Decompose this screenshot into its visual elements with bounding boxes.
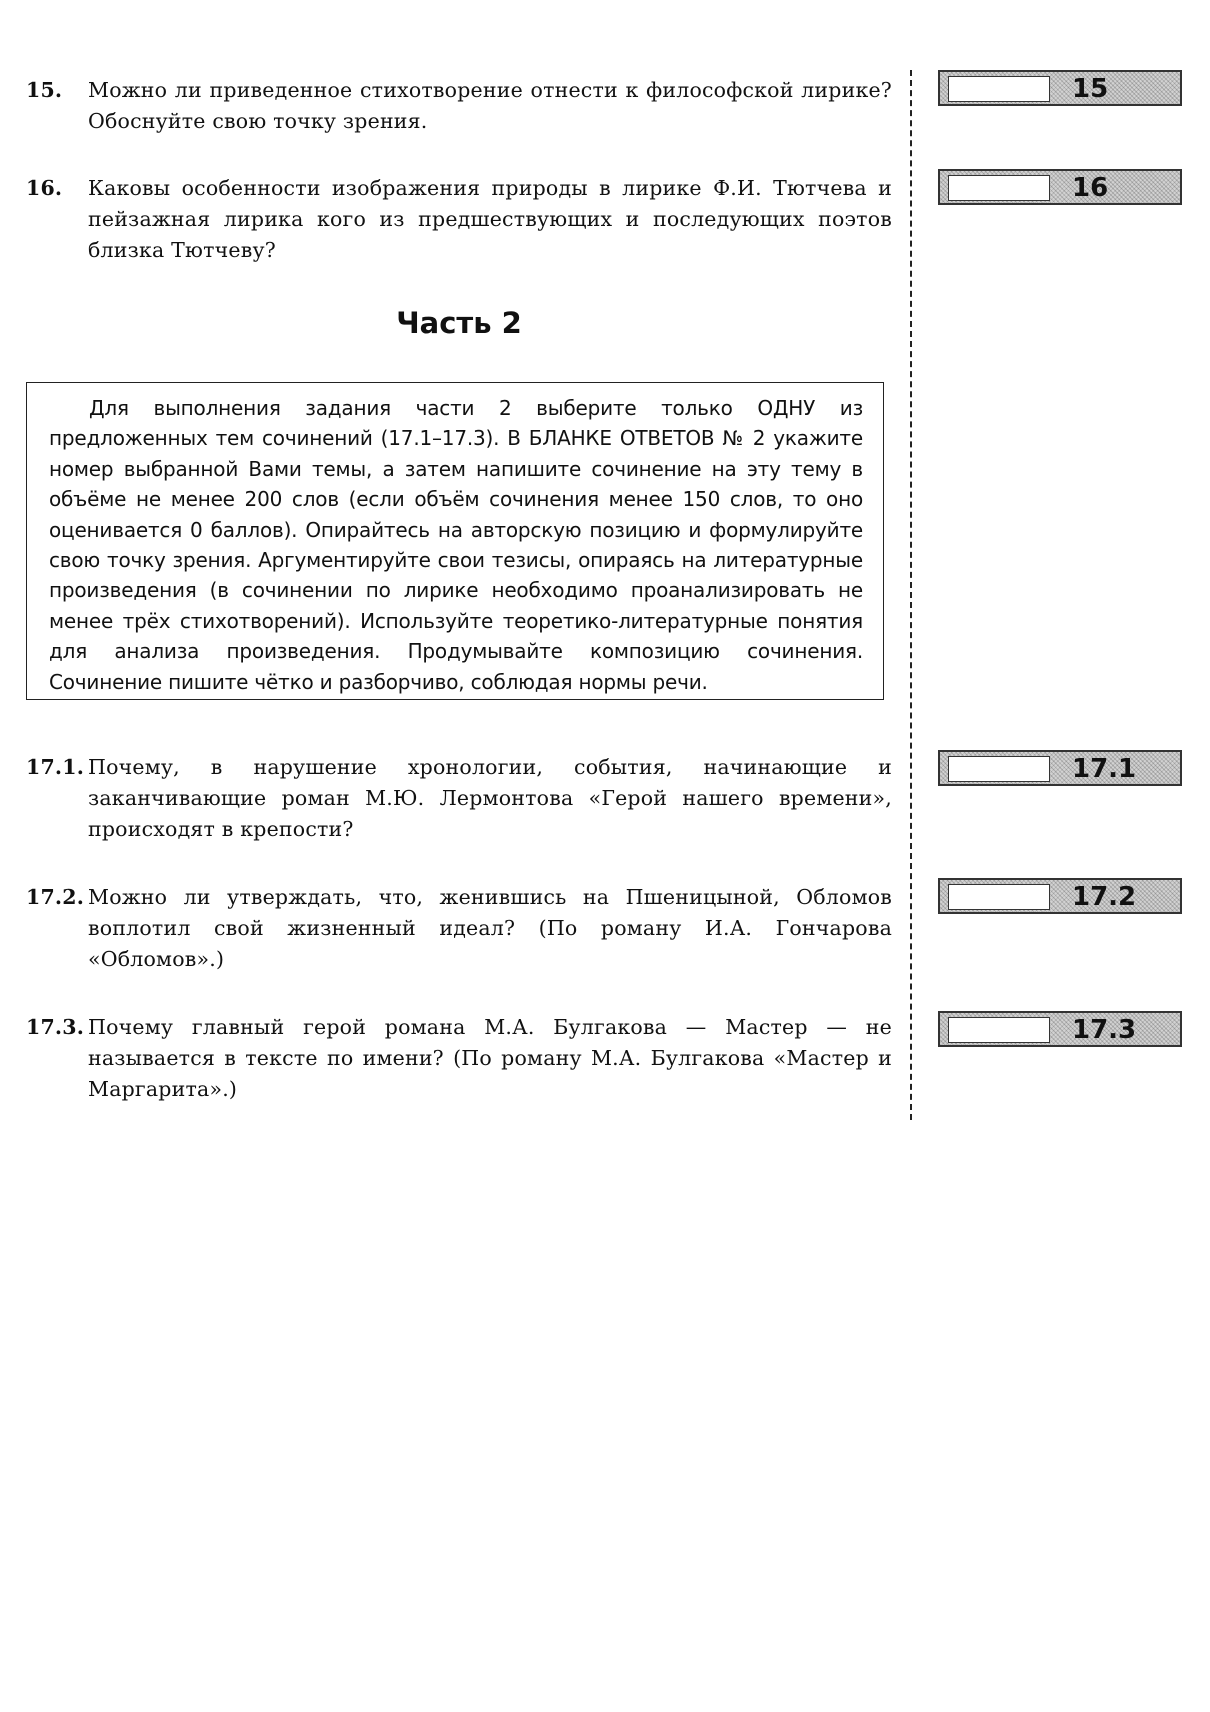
answer-field[interactable] xyxy=(948,884,1050,910)
answer-box-label: 17.3 xyxy=(1072,1015,1137,1045)
question-number: 15. xyxy=(26,78,63,102)
topic-number: 17.1. xyxy=(26,755,85,779)
answer-box-15[interactable] xyxy=(938,70,1182,106)
topic-text: Почему, в нарушение хронологии, события, начинающие и заканчивающие роман М.Ю. Лермонтова «Герой нашего времени», происходят в крепости? xyxy=(88,755,892,841)
answer-box-17-1[interactable] xyxy=(938,750,1182,786)
topic-number: 17.3. xyxy=(26,1015,85,1039)
answer-box-label: 16 xyxy=(1072,173,1109,203)
topic-17-3 xyxy=(26,1012,892,1105)
answer-box-16[interactable] xyxy=(938,169,1182,205)
answer-field[interactable] xyxy=(948,175,1050,201)
question-text: Каковы особенности изображения природы в лирике Ф.И. Тютчева и пейзажная лирика кого из предшествующих и последующих поэтов близка Тютчеву? xyxy=(88,176,892,262)
topic-text: Можно ли утверждать, что, женившись на Пшеницыной, Обломов воплотил свой жизненный идеал? (По роману И.А. Гончарова «Обломов».) xyxy=(88,885,892,971)
topic-17-2 xyxy=(26,882,892,975)
question-15 xyxy=(26,75,892,137)
instructions-box: Для выполнения задания части 2 выберите только ОДНУ из предложенных тем сочинений (17.1–17.3). В БЛАНКЕ ОТВЕТОВ № 2 укажите номер выбранной Вами темы, а затем напишите сочинение на эту тему в объёме не менее 200 слов (если объём сочинения менее 150 слов, то оно оценивается 0 баллов). Опирайтесь на авторскую позицию и формулируйте свою точку зрения. Аргументируйте свои тезисы, опираясь на литературные произведения (в сочинении по лирике необходимо проанализировать не менее трёх стихотворений). Используйте теоретико-литературные понятия для анализа произведения. Продумывайте композицию сочинения. Сочинение пишите чётко и разборчиво, соблюдая нормы речи. xyxy=(26,382,884,700)
topic-17-1 xyxy=(26,752,892,845)
cut-line xyxy=(910,70,912,1120)
answer-box-17-3[interactable] xyxy=(938,1011,1182,1047)
answer-box-label: 17.2 xyxy=(1072,882,1137,912)
question-16 xyxy=(26,173,892,266)
question-number: 16. xyxy=(26,176,63,200)
answer-field[interactable] xyxy=(948,1017,1050,1043)
topic-number: 17.2. xyxy=(26,885,85,909)
answer-box-label: 15 xyxy=(1072,74,1109,104)
part-heading: Часть 2 xyxy=(396,306,522,340)
answer-field[interactable] xyxy=(948,76,1050,102)
answer-field[interactable] xyxy=(948,756,1050,782)
topic-text: Почему главный герой романа М.А. Булгакова — Мастер — не называется в тексте по имени? (По роману М.А. Булгакова «Мастер и Маргарита».) xyxy=(88,1015,892,1101)
answer-box-17-2[interactable] xyxy=(938,878,1182,914)
question-text: Можно ли приведенное стихотворение отнести к философской лирике? Обоснуйте свою точку зрения. xyxy=(88,78,892,133)
answer-box-label: 17.1 xyxy=(1072,754,1137,784)
